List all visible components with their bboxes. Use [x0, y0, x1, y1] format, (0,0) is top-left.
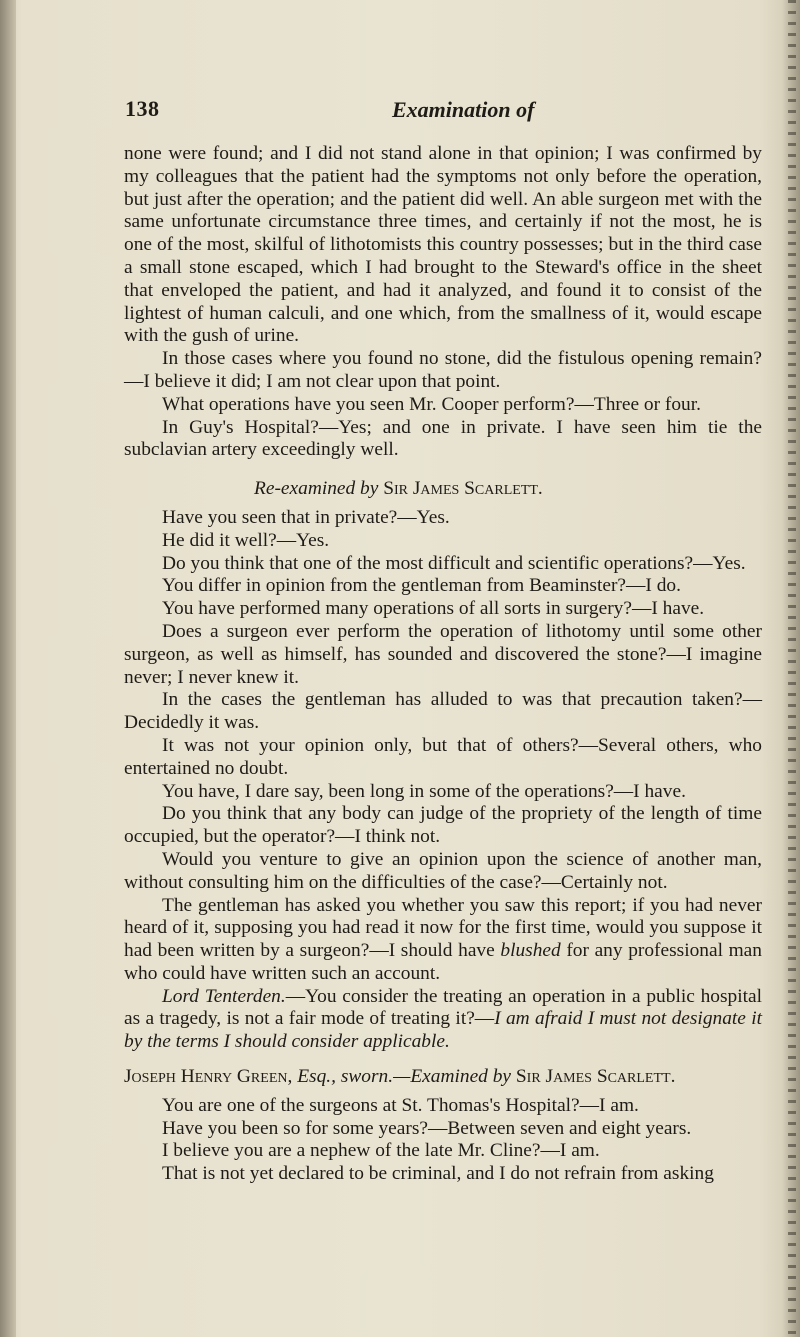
italic-answer: I am afraid I must not designate it by the terms I should consider applicable. [124, 1008, 763, 1053]
paragraph-blushed [124, 895, 762, 986]
paragraph: In those cases where you found no stone, did the fistulous opening remain?—I believe it did; I am not clear upon that point. [124, 348, 762, 392]
body-text [124, 143, 762, 1186]
paragraph: Does a surgeon ever perform the operation of lithotomy until some other surgeon, as well as himself, has sounded and discovered the stone?—I imagine never; I never knew it. [124, 620, 762, 688]
paragraph: You are one of the surgeons at St. Thomas's Hospital?—I am. [162, 1094, 639, 1116]
paragraph: Have you seen that in private?—Yes. [162, 506, 450, 528]
paragraph: In Guy's Hospital?—Yes; and one in private. I have seen him tie the subclavian artery exceedingly well. [124, 416, 762, 461]
witness-status: Esq., sworn.—Examined by [297, 1066, 512, 1088]
paragraph: You differ in opinion from the gentleman from Beaminster?—I do. [162, 575, 681, 597]
section-heading-reexamined [124, 478, 762, 501]
paragraph: Have you been so for some years?—Between seven and eight years. [162, 1117, 692, 1139]
paragraph: It was not your opinion only, but that of others?—Several others, who entertained no doubt. [124, 734, 762, 779]
paragraph: You have performed many operations of all sorts in surgery?—I have. [162, 598, 705, 620]
witness-name: Joseph Henry Green, [124, 1066, 293, 1088]
section-heading-witness [124, 1066, 762, 1089]
paragraph: Do you think that any body can judge of the propriety of the length of time occupied, but the operator?—I think not. [124, 803, 762, 848]
paragraph: In the cases the gentleman has alluded to was that precaution taken?—Decidedly it was. [124, 689, 762, 734]
paragraph: What operations have you seen Mr. Cooper perform?—Three or four. [162, 393, 701, 415]
page-binding [0, 0, 16, 1337]
paragraph-lord-tenterden [124, 986, 762, 1054]
page-edge-marks [788, 0, 796, 1337]
italic-run: blushed [500, 940, 561, 962]
heading-examiner: Sir James Scarlett. [515, 1066, 676, 1088]
paragraph: That is not yet declared to be criminal, and I do not refrain from asking [162, 1163, 714, 1185]
heading-examiner: Sir James Scarlett. [383, 478, 543, 500]
heading-prefix: Re-examined by [254, 478, 379, 500]
paragraph: none were found; and I did not stand alone in that opinion; I was confirmed by my colleagues that the patient had the symptoms not only before the operation, but just after the operation; and the patient did well. An able surgeon met with the same unfortunate circumstance three times, and certainly if not the most, he is one of the most, skilful of lithotomists this country possesses; but in the third case a small stone escaped, which I had brought to the Steward's office in the sheet that enveloped the patient, and had it analyzed, and found it to consist of the lightest of human calculi, and one which, from the smallness of it, would escape with the gush of urine. [124, 143, 762, 347]
page-number: 138 [125, 96, 160, 121]
paragraph: You have, I dare say, been long in some of the operations?—I have. [162, 780, 686, 802]
paragraph: He did it well?—Yes. [162, 529, 330, 551]
paragraph: I believe you are a nephew of the late Mr. Cline?—I am. [162, 1140, 600, 1162]
text-run: —You consider the treating an operation in a public hospital as a tragedy, is not a fair mode of treating it?— [124, 985, 762, 1030]
text-run: The gentleman has asked you whether you saw this report; if you had never heard of it, supposing you had read it now for the first time, would you suppose it had been written by a surgeon?—I should have [124, 894, 762, 962]
speaker-name: Lord Tenterden. [162, 985, 286, 1007]
paragraph: Do you think that one of the most difficult and scientific operations?—Yes. [162, 552, 746, 574]
paragraph: Would you venture to give an opinion upon the science of another man, without consulting him on the difficulties of the case?—Certainly not. [124, 848, 762, 893]
text-run: for any professional man who could have written such an account. [124, 940, 762, 984]
running-head: Examination of [392, 97, 535, 122]
